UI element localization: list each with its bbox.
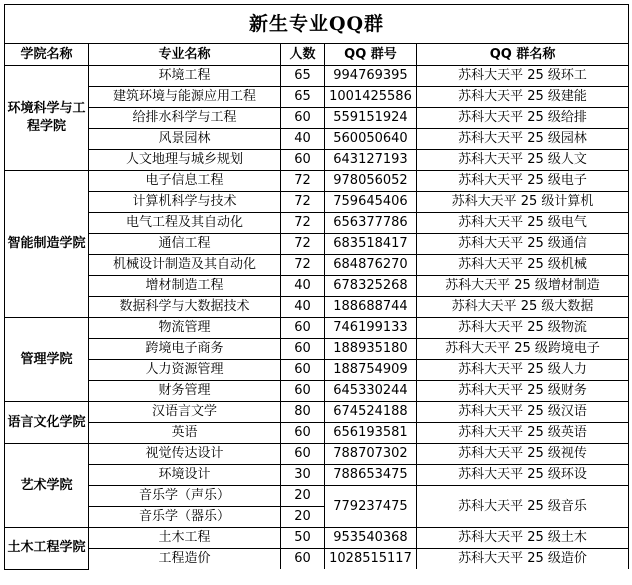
student-count: 65 [281,66,325,87]
qq-group-name: 苏科大天平 25 级电气 [417,213,629,234]
qq-group-name: 苏科大天平 25 级汉语 [417,402,629,423]
qq-group-name: 苏科大天平 25 级环工 [417,66,629,87]
qq-group-number: 746199133 [325,318,417,339]
qq-group-name: 苏科大天平 25 级土木 [417,528,629,549]
header-college: 学院名称 [5,44,89,66]
qq-group-name: 苏科大天平 25 级大数据 [417,297,629,318]
qq-group-number: 759645406 [325,192,417,213]
qq-group-name: 苏科大天平 25 级计算机 [417,192,629,213]
major-name: 人文地理与城乡规划 [89,150,281,171]
table-row [5,255,629,276]
table-row [5,150,629,171]
table-row [5,192,629,213]
student-count: 60 [281,381,325,402]
major-name: 机械设计制造及其自动化 [89,255,281,276]
qq-group-number: 656377786 [325,213,417,234]
qq-group-number: 560050640 [325,129,417,150]
table-row [5,444,629,465]
student-count: 40 [281,276,325,297]
student-count: 60 [281,318,325,339]
major-name: 建筑环境与能源应用工程 [89,87,281,108]
college-name: 艺术学院 [5,444,89,528]
major-name: 土木工程 [89,528,281,549]
qq-group-name: 苏科大天平 25 级给排 [417,108,629,129]
qq-group-name: 苏科大天平 25 级园林 [417,129,629,150]
student-count: 60 [281,360,325,381]
major-name: 汉语言文学 [89,402,281,423]
student-count: 50 [281,528,325,549]
qq-group-number: 788707302 [325,444,417,465]
header-group-name: QQ 群名称 [417,44,629,66]
table-row [5,360,629,381]
qq-group-name: 苏科大天平 25 级物流 [417,318,629,339]
major-name: 英语 [89,423,281,444]
qq-group-name: 苏科大天平 25 级环设 [417,465,629,486]
college-name: 语言文化学院 [5,402,89,444]
qq-group-number: 188754909 [325,360,417,381]
student-count: 60 [281,423,325,444]
college-name: 管理学院 [5,318,89,402]
qq-group-name: 苏科大天平 25 级人力 [417,360,629,381]
major-name: 电子信息工程 [89,171,281,192]
title-row [5,5,629,44]
qq-group-number: 674524188 [325,402,417,423]
qq-group-table [4,4,629,570]
qq-group-number: 188688744 [325,297,417,318]
table-row [5,234,629,255]
major-name: 给排水科学与工程 [89,108,281,129]
student-count: 72 [281,213,325,234]
major-name: 跨境电子商务 [89,339,281,360]
table-row [5,381,629,402]
student-count: 40 [281,129,325,150]
qq-group-number: 978056052 [325,171,417,192]
table-row [5,108,629,129]
student-count: 72 [281,255,325,276]
header-row [5,44,629,66]
student-count: 80 [281,402,325,423]
qq-group-number: 656193581 [325,423,417,444]
student-count: 20 [281,507,325,528]
qq-group-number: 643127193 [325,150,417,171]
qq-group-number: 188935180 [325,339,417,360]
major-name: 电气工程及其自动化 [89,213,281,234]
table-row [5,486,629,507]
qq-group-number: 1028515117 [325,549,417,570]
qq-group-name: 苏科大天平 25 级财务 [417,381,629,402]
table-row [5,423,629,444]
qq-group-sheet [4,4,628,570]
major-name: 视觉传达设计 [89,444,281,465]
table-row [5,171,629,192]
qq-group-name: 苏科大天平 25 级跨境电子 [417,339,629,360]
table-row [5,549,629,570]
student-count: 72 [281,171,325,192]
major-name: 环境工程 [89,66,281,87]
major-name: 音乐学（器乐） [89,507,281,528]
student-count: 72 [281,234,325,255]
student-count: 60 [281,549,325,570]
qq-group-name: 苏科大天平 25 级机械 [417,255,629,276]
qq-group-name: 苏科大天平 25 级通信 [417,234,629,255]
page-title: 新生专业QQ群 [5,5,629,44]
qq-group-name: 苏科大天平 25 级增材制造 [417,276,629,297]
table-row [5,297,629,318]
student-count: 60 [281,108,325,129]
major-name: 人力资源管理 [89,360,281,381]
qq-group-number: 684876270 [325,255,417,276]
table-row [5,213,629,234]
student-count: 30 [281,465,325,486]
table-row [5,318,629,339]
major-name: 财务管理 [89,381,281,402]
header-count: 人数 [281,44,325,66]
qq-group-number: 788653475 [325,465,417,486]
student-count: 20 [281,486,325,507]
major-name: 环境设计 [89,465,281,486]
qq-group-number: 1001425586 [325,87,417,108]
qq-group-number: 994769395 [325,66,417,87]
student-count: 72 [281,192,325,213]
qq-group-number: 559151924 [325,108,417,129]
qq-group-name: 苏科大天平 25 级视传 [417,444,629,465]
qq-group-number: 779237475 [325,486,417,528]
college-name: 环境科学与工程学院 [5,66,89,171]
table-row [5,528,629,549]
header-major: 专业名称 [89,44,281,66]
qq-group-number: 645330244 [325,381,417,402]
college-name: 智能制造学院 [5,171,89,318]
table-row [5,87,629,108]
qq-group-name: 苏科大天平 25 级音乐 [417,486,629,528]
table-row [5,66,629,87]
qq-group-name: 苏科大天平 25 级造价 [417,549,629,570]
qq-group-name: 苏科大天平 25 级人文 [417,150,629,171]
header-qq-number: QQ 群号 [325,44,417,66]
table-row [5,129,629,150]
table-row [5,339,629,360]
student-count: 60 [281,150,325,171]
table-row [5,276,629,297]
qq-group-number: 683518417 [325,234,417,255]
major-name: 音乐学（声乐） [89,486,281,507]
major-name: 增材制造工程 [89,276,281,297]
major-name: 通信工程 [89,234,281,255]
student-count: 65 [281,87,325,108]
major-name: 计算机科学与技术 [89,192,281,213]
student-count: 60 [281,339,325,360]
major-name: 风景园林 [89,129,281,150]
qq-group-number: 953540368 [325,528,417,549]
student-count: 60 [281,444,325,465]
table-row [5,465,629,486]
table-body [5,66,629,570]
qq-group-name: 苏科大天平 25 级电子 [417,171,629,192]
qq-group-number: 678325268 [325,276,417,297]
major-name: 数据科学与大数据技术 [89,297,281,318]
qq-group-name: 苏科大天平 25 级建能 [417,87,629,108]
table-row [5,402,629,423]
student-count: 40 [281,297,325,318]
college-name: 土木工程学院 [5,528,89,570]
major-name: 物流管理 [89,318,281,339]
major-name: 工程造价 [89,549,281,570]
qq-group-name: 苏科大天平 25 级英语 [417,423,629,444]
